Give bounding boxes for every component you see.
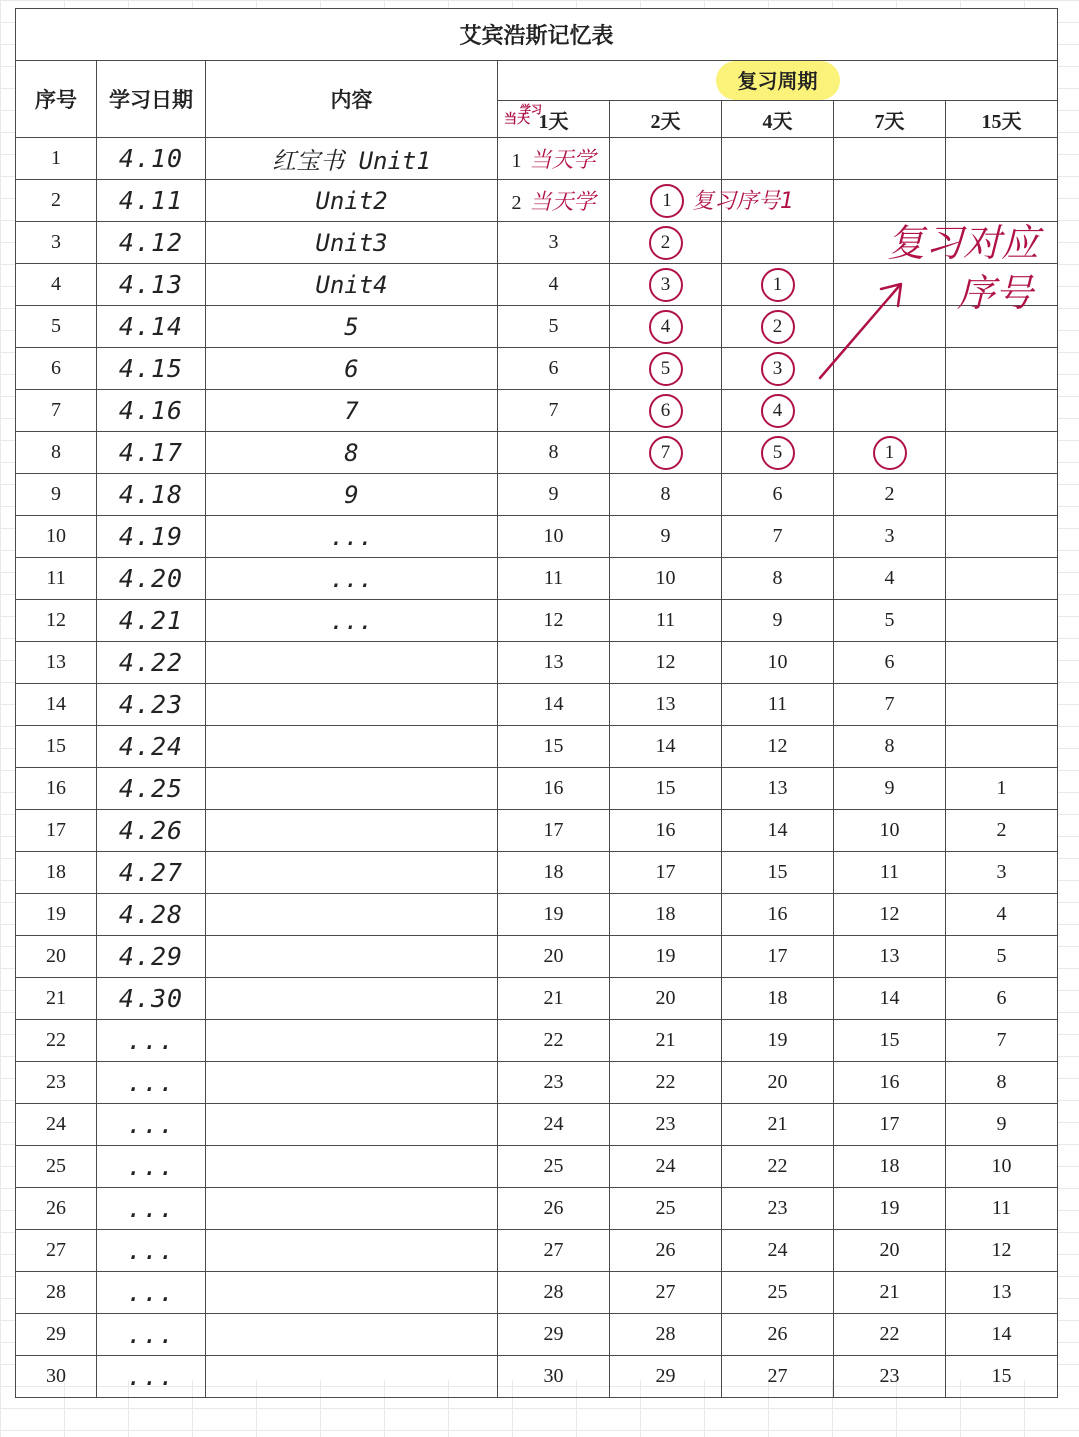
review-number: 25 bbox=[767, 1281, 788, 1303]
review-number: 19 bbox=[655, 945, 676, 967]
review-number: 7 bbox=[884, 693, 895, 715]
review-number: 12 bbox=[767, 735, 788, 757]
cell-date: 4.25 bbox=[97, 768, 206, 810]
day1-value: 7 bbox=[548, 399, 559, 421]
review-number: 12 bbox=[655, 651, 676, 673]
cell-content: 8 bbox=[206, 432, 498, 474]
review-number: 2 bbox=[884, 483, 895, 505]
review-number: 6 bbox=[884, 651, 895, 673]
review-number: 18 bbox=[655, 903, 676, 925]
review-number: 23 bbox=[767, 1197, 788, 1219]
cell-date: 4.18 bbox=[97, 474, 206, 516]
cell-no: 17 bbox=[16, 810, 97, 852]
cell-date: 4.16 bbox=[97, 390, 206, 432]
day1-value: 29 bbox=[543, 1323, 564, 1345]
day1-note: 当天学 bbox=[529, 190, 596, 215]
circled-review-number: 4 bbox=[761, 394, 795, 428]
day1-value: 15 bbox=[543, 735, 564, 757]
review-number: 18 bbox=[767, 987, 788, 1009]
day1-value: 10 bbox=[543, 525, 564, 547]
review-number: 10 bbox=[655, 567, 676, 589]
cell-content: Unit3 bbox=[206, 222, 498, 264]
review-number: 19 bbox=[767, 1029, 788, 1051]
review-number: 16 bbox=[767, 903, 788, 925]
review-number: 15 bbox=[879, 1029, 900, 1051]
review-number: 20 bbox=[879, 1239, 900, 1261]
cell-date: 4.15 bbox=[97, 348, 206, 390]
review-number: 23 bbox=[879, 1365, 900, 1387]
cell-content: ... bbox=[206, 600, 498, 642]
review-number: 21 bbox=[879, 1281, 900, 1303]
cell-no: 29 bbox=[16, 1314, 97, 1356]
cell-no: 7 bbox=[16, 390, 97, 432]
cell-no: 11 bbox=[16, 558, 97, 600]
day1-value: 27 bbox=[543, 1239, 564, 1261]
cell-no: 25 bbox=[16, 1146, 97, 1188]
cell-content: Unit2 bbox=[206, 180, 498, 222]
cell-no: 6 bbox=[16, 348, 97, 390]
cell-date: 4.29 bbox=[97, 936, 206, 978]
cell-date: 4.26 bbox=[97, 810, 206, 852]
review-number: 17 bbox=[767, 945, 788, 967]
day1-value: 16 bbox=[543, 777, 564, 799]
header-no: 序号 bbox=[16, 61, 97, 138]
review-number: 16 bbox=[879, 1071, 900, 1093]
review-number: 4 bbox=[884, 567, 895, 589]
cell-content: ... bbox=[206, 558, 498, 600]
day1-value: 17 bbox=[543, 819, 564, 841]
review-number: 9 bbox=[884, 777, 895, 799]
review-number: 15 bbox=[655, 777, 676, 799]
circled-review-number: 2 bbox=[761, 310, 795, 344]
review-number: 12 bbox=[879, 903, 900, 925]
cell-date: 4.10 bbox=[97, 138, 206, 180]
day1-value: 28 bbox=[543, 1281, 564, 1303]
cell-no: 26 bbox=[16, 1188, 97, 1230]
review-number: 9 bbox=[996, 1113, 1007, 1135]
circled-review-number: 3 bbox=[649, 268, 683, 302]
side-note-line2: 序号 bbox=[957, 271, 1034, 315]
review-number: 13 bbox=[767, 777, 788, 799]
cell-no: 19 bbox=[16, 894, 97, 936]
review-number: 13 bbox=[655, 693, 676, 715]
cell-content: Unit4 bbox=[206, 264, 498, 306]
cell-no: 18 bbox=[16, 852, 97, 894]
review-number: 14 bbox=[655, 735, 676, 757]
header-note-top: 学习 bbox=[520, 103, 542, 116]
cell-content: 7 bbox=[206, 390, 498, 432]
cell-date: 4.27 bbox=[97, 852, 206, 894]
cell-date: ... bbox=[97, 1146, 206, 1188]
review-number: 22 bbox=[655, 1071, 676, 1093]
cell-content: 红宝书 Unit1 bbox=[206, 138, 498, 180]
review-number: 13 bbox=[991, 1281, 1012, 1303]
cell-content: 6 bbox=[206, 348, 498, 390]
cell-date: ... bbox=[97, 1062, 206, 1104]
cell-no: 16 bbox=[16, 768, 97, 810]
cell-no: 23 bbox=[16, 1062, 97, 1104]
review-number: 14 bbox=[879, 987, 900, 1009]
cell-date: 4.19 bbox=[97, 516, 206, 558]
day-label: 15天 bbox=[981, 110, 1022, 133]
review-number: 14 bbox=[767, 819, 788, 841]
cell-date: 4.17 bbox=[97, 432, 206, 474]
review-number: 1 bbox=[996, 777, 1007, 799]
review-number: 10 bbox=[879, 819, 900, 841]
circled-review-number: 5 bbox=[761, 436, 795, 470]
header-date: 学习日期 bbox=[97, 61, 206, 138]
cell-no: 3 bbox=[16, 222, 97, 264]
day1-value: 24 bbox=[543, 1113, 564, 1135]
review-number: 3 bbox=[996, 861, 1007, 883]
review-number: 27 bbox=[655, 1281, 676, 1303]
day1-value: 23 bbox=[543, 1071, 564, 1093]
circled-review-number: 1 bbox=[761, 268, 795, 302]
review-number: 17 bbox=[879, 1113, 900, 1135]
cell-content: 5 bbox=[206, 306, 498, 348]
day1-value: 25 bbox=[543, 1155, 564, 1177]
review-number: 8 bbox=[772, 567, 783, 589]
review-number: 29 bbox=[655, 1365, 676, 1387]
review-number: 15 bbox=[991, 1365, 1012, 1387]
day1-value: 26 bbox=[543, 1197, 564, 1219]
review-number: 19 bbox=[879, 1197, 900, 1219]
review-number: 4 bbox=[996, 903, 1007, 925]
cell-date: ... bbox=[97, 1020, 206, 1062]
cell-no: 27 bbox=[16, 1230, 97, 1272]
day1-value: 19 bbox=[543, 903, 564, 925]
review-period-highlight: 复习周期 bbox=[716, 61, 840, 100]
cell-no: 22 bbox=[16, 1020, 97, 1062]
review-number: 9 bbox=[660, 525, 671, 547]
review-number: 20 bbox=[767, 1071, 788, 1093]
cell-no: 8 bbox=[16, 432, 97, 474]
cell-date: 4.11 bbox=[97, 180, 206, 222]
review-number: 3 bbox=[884, 525, 895, 547]
circled-review-number: 4 bbox=[649, 310, 683, 344]
review-number: 22 bbox=[879, 1323, 900, 1345]
cell-date: 4.20 bbox=[97, 558, 206, 600]
cell-date: ... bbox=[97, 1230, 206, 1272]
review-number: 21 bbox=[655, 1029, 676, 1051]
review-number: 23 bbox=[655, 1113, 676, 1135]
review-number: 6 bbox=[772, 483, 783, 505]
day1-value: 12 bbox=[543, 609, 564, 631]
review-number: 26 bbox=[655, 1239, 676, 1261]
cell-date: ... bbox=[97, 1314, 206, 1356]
cell-no: 21 bbox=[16, 978, 97, 1020]
day1-value: 11 bbox=[543, 567, 564, 589]
memory-table-sheet bbox=[15, 8, 1057, 1391]
cell-date: 4.23 bbox=[97, 684, 206, 726]
review-number: 25 bbox=[655, 1197, 676, 1219]
day1-value: 9 bbox=[548, 483, 559, 505]
review-number: 9 bbox=[772, 609, 783, 631]
review-number: 14 bbox=[991, 1323, 1012, 1345]
review-number: 11 bbox=[879, 861, 900, 883]
cell-no: 24 bbox=[16, 1104, 97, 1146]
cell-date: 4.22 bbox=[97, 642, 206, 684]
cell-content: 9 bbox=[206, 474, 498, 516]
review-number: 16 bbox=[655, 819, 676, 841]
day1-value: 5 bbox=[548, 315, 559, 337]
day1-note: 当天学 bbox=[529, 148, 596, 173]
day-label: 4天 bbox=[762, 110, 793, 133]
day1-value: 3 bbox=[548, 231, 559, 253]
review-number: 17 bbox=[655, 861, 676, 883]
review-number: 7 bbox=[772, 525, 783, 547]
review-number: 15 bbox=[767, 861, 788, 883]
day1-value: 14 bbox=[543, 693, 564, 715]
cell-date: 4.24 bbox=[97, 726, 206, 768]
cell-no: 2 bbox=[16, 180, 97, 222]
cell-date: ... bbox=[97, 1104, 206, 1146]
circled-review-number: 7 bbox=[649, 436, 683, 470]
cell-no: 10 bbox=[16, 516, 97, 558]
cell-date: ... bbox=[97, 1356, 206, 1398]
review-number: 26 bbox=[767, 1323, 788, 1345]
day1-value: 30 bbox=[543, 1365, 564, 1387]
review-number: 24 bbox=[655, 1155, 676, 1177]
review-number: 8 bbox=[996, 1071, 1007, 1093]
cell-date: 4.28 bbox=[97, 894, 206, 936]
cell-date: ... bbox=[97, 1188, 206, 1230]
review-number: 20 bbox=[655, 987, 676, 1009]
review-number: 24 bbox=[767, 1239, 788, 1261]
review-number: 11 bbox=[767, 693, 788, 715]
day1-value: 2 bbox=[511, 192, 522, 214]
day1-value: 8 bbox=[548, 441, 559, 463]
day1-value: 13 bbox=[543, 651, 564, 673]
day1-value: 18 bbox=[543, 861, 564, 883]
review-number: 11 bbox=[655, 609, 676, 631]
header-content: 内容 bbox=[206, 61, 498, 138]
cell-no: 14 bbox=[16, 684, 97, 726]
review-number: 2 bbox=[996, 819, 1007, 841]
circled-review-number: 1 bbox=[873, 436, 907, 470]
review-number: 21 bbox=[767, 1113, 788, 1135]
review-number: 27 bbox=[767, 1365, 788, 1387]
review-number: 6 bbox=[996, 987, 1007, 1009]
header-note-left: 当天 bbox=[504, 112, 531, 127]
day-label: 2天 bbox=[650, 110, 681, 133]
review-number: 5 bbox=[996, 945, 1007, 967]
circled-review-number: 5 bbox=[649, 352, 683, 386]
cell-no: 13 bbox=[16, 642, 97, 684]
circled-review-number: 2 bbox=[649, 226, 683, 260]
review-number: 7 bbox=[996, 1029, 1007, 1051]
cell-no: 5 bbox=[16, 306, 97, 348]
day1-value: 6 bbox=[548, 357, 559, 379]
cell-no: 1 bbox=[16, 138, 97, 180]
cell-no: 28 bbox=[16, 1272, 97, 1314]
review-number: 11 bbox=[991, 1197, 1012, 1219]
cell-no: 20 bbox=[16, 936, 97, 978]
day1-value: 21 bbox=[543, 987, 564, 1009]
day-label: 1天 bbox=[538, 110, 569, 133]
cell-no: 9 bbox=[16, 474, 97, 516]
cell-no: 12 bbox=[16, 600, 97, 642]
circled-review-number: 1 bbox=[650, 184, 684, 218]
cell-date: 4.30 bbox=[97, 978, 206, 1020]
circled-review-number: 6 bbox=[649, 394, 683, 428]
review-number: 12 bbox=[991, 1239, 1012, 1261]
review-number: 28 bbox=[655, 1323, 676, 1345]
cell-date: 4.13 bbox=[97, 264, 206, 306]
review-number: 22 bbox=[767, 1155, 788, 1177]
review-number: 8 bbox=[884, 735, 895, 757]
cell-no: 15 bbox=[16, 726, 97, 768]
cell-content: ... bbox=[206, 516, 498, 558]
cell-date: 4.12 bbox=[97, 222, 206, 264]
day1-value: 1 bbox=[511, 150, 522, 172]
table-title: 艾宾浩斯记忆表 bbox=[16, 9, 1058, 61]
cell-date: 4.21 bbox=[97, 600, 206, 642]
annotation-arrow bbox=[15, 8, 1057, 1380]
day-label: 7天 bbox=[874, 110, 905, 133]
review-number: 8 bbox=[660, 483, 671, 505]
review-note: 复习序号1 bbox=[692, 188, 794, 214]
review-number: 5 bbox=[884, 609, 895, 631]
cell-date: 4.14 bbox=[97, 306, 206, 348]
day1-value: 20 bbox=[543, 945, 564, 967]
review-number: 18 bbox=[879, 1155, 900, 1177]
side-note-line1: 复习对应 bbox=[887, 221, 1040, 265]
day1-value: 4 bbox=[548, 273, 559, 295]
review-number: 10 bbox=[991, 1155, 1012, 1177]
review-number: 13 bbox=[879, 945, 900, 967]
cell-no: 4 bbox=[16, 264, 97, 306]
day1-value: 22 bbox=[543, 1029, 564, 1051]
cell-no: 30 bbox=[16, 1356, 97, 1398]
cell-date: ... bbox=[97, 1272, 206, 1314]
circled-review-number: 3 bbox=[761, 352, 795, 386]
review-number: 10 bbox=[767, 651, 788, 673]
